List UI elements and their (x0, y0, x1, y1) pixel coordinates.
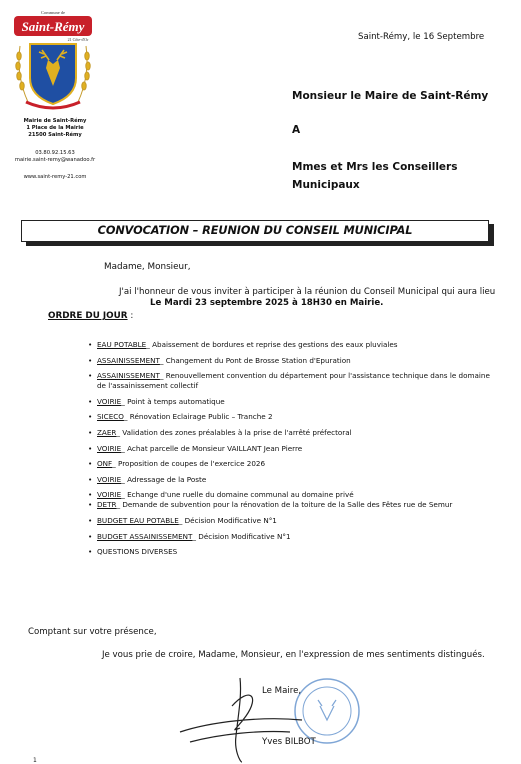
logo-name: Saint-Rémy (21, 19, 85, 34)
sender-line: Mairie de Saint-Rémy (23, 118, 87, 124)
closing-formula: Je vous prie de croire, Madame, Monsieur, en l'expression de mes sentiments distingués. (102, 650, 485, 660)
recipient-to (292, 158, 492, 194)
logo-commune-of: Commune de (40, 10, 66, 15)
sender-line: 21500 Saint-Rémy (28, 132, 82, 138)
agenda-item (88, 532, 498, 542)
agenda-item (88, 356, 498, 366)
agenda-item (88, 444, 498, 454)
agenda-item (88, 412, 498, 422)
signer-name: Yves BILBOT (262, 737, 316, 747)
agenda-item-code: ONF (97, 459, 113, 469)
sender-address (0, 118, 110, 139)
agenda-item-text: _ Demande de subvention pour la rénovation de la toiture de la Salle des Fêtes rue de Semur (116, 500, 453, 510)
agenda-item (88, 397, 498, 407)
agenda-item (88, 371, 498, 391)
agenda-item-text: _ Abaissement de bordures et reprise des gestions des eaux pluviales (146, 340, 398, 349)
agenda-item-text: _ Décision Modificative N°1 (192, 531, 291, 541)
agenda-item-text: _ Renouvellement convention du département pour l'assistance technique dans le domaine de l'assainissement collectif (97, 371, 490, 391)
sender-phone: 03.80.92.15.63 (35, 150, 75, 156)
logo-dept: 21 Côte-d'Or (67, 37, 89, 42)
agenda-item-text: _ Rénovation Eclairage Public – Tranche 2 (123, 412, 273, 422)
agenda-item (88, 428, 498, 438)
agenda-item-code: SICECO (97, 412, 124, 422)
agenda-item-text: _ Point à temps automatique (121, 396, 225, 406)
agenda-item-code: DETR (97, 500, 117, 510)
agenda-item-text: _ Proposition de coupes de l'exercice 2026 (112, 459, 266, 469)
letter-date: Saint-Rémy, le 16 Septembre (358, 32, 485, 42)
agenda-item-code: VOIRIE (97, 396, 122, 406)
document-title: CONVOCATION – REUNION DU CONSEIL MUNICIPAL (97, 224, 413, 237)
agenda-item-code: EAU POTABLE (97, 340, 147, 349)
meeting-datetime: Le Mardi 23 septembre 2025 à 18H30 en Mairie. (150, 298, 384, 308)
agenda-item (88, 500, 498, 510)
commune-logo (8, 6, 98, 114)
agenda-item-code: BUDGET ASSAINISSEMENT (97, 531, 193, 541)
agenda-item-code: VOIRIE (97, 474, 122, 484)
agenda-item-code: VOIRIE (97, 490, 122, 500)
agenda-item-code: ASSAINISSEMENT (97, 355, 160, 365)
recipient-to-line: Municipaux (292, 179, 360, 191)
agenda-item-code: ASSAINISSEMENT (97, 371, 160, 381)
agenda-item (88, 459, 498, 469)
agenda-item-code: BUDGET EAU POTABLE (97, 515, 179, 525)
agenda-item (88, 340, 498, 350)
sender-line: 1 Place de la Mairie (26, 125, 84, 131)
recipient-to-marker: A (292, 124, 301, 136)
agenda-item-text: QUESTIONS DIVERSES (97, 547, 178, 557)
title-box (21, 220, 489, 242)
agenda-item-text: _ Validation des zones préalables à la prise de l'arrêté préfectoral (116, 427, 352, 437)
greeting: Madame, Monsieur, (104, 262, 191, 272)
agenda-item-text: _ Achat parcelle de Monsieur VAILLANT Jean Pierre (121, 443, 303, 453)
agenda-item (88, 490, 498, 500)
agenda-item-code: VOIRIE (97, 443, 122, 453)
agenda-label: ORDRE DU JOUR (48, 311, 128, 321)
intro-text: J'ai l'honneur de vous inviter à participer à la réunion du Conseil Municipal qui aura lieu (119, 287, 496, 297)
agenda-item-text: _ Echange d'une ruelle du domaine communal au domaine privé (121, 490, 354, 500)
agenda-item-code: ZAER (97, 427, 117, 437)
recipient-from: Monsieur le Maire de Saint-Rémy (292, 90, 489, 102)
sender-contact (0, 150, 110, 164)
recipient-to-line: Mmes et Mrs les Conseillers (292, 161, 458, 173)
agenda-item (88, 516, 498, 526)
agenda-heading (48, 311, 133, 321)
signoff: Le Maire, (262, 686, 302, 696)
closing-line: Comptant sur votre présence, (28, 627, 157, 637)
agenda-label-suffix: : (127, 311, 134, 321)
page-number: 1 (33, 757, 37, 764)
agenda-item-text: _ Décision Modificative N°1 (178, 515, 277, 525)
sender-website: www.saint-remy-21.com (23, 174, 87, 180)
agenda-item-text: _ Adressage de la Poste (121, 474, 207, 484)
agenda-item (88, 475, 498, 485)
agenda-list (88, 340, 498, 563)
agenda-item-text: _ Changement du Pont de Brosse Station d'Epuration (159, 355, 351, 365)
sender-email: mairie.saint-remy@wanadoo.fr (14, 157, 96, 163)
agenda-item (88, 547, 498, 557)
